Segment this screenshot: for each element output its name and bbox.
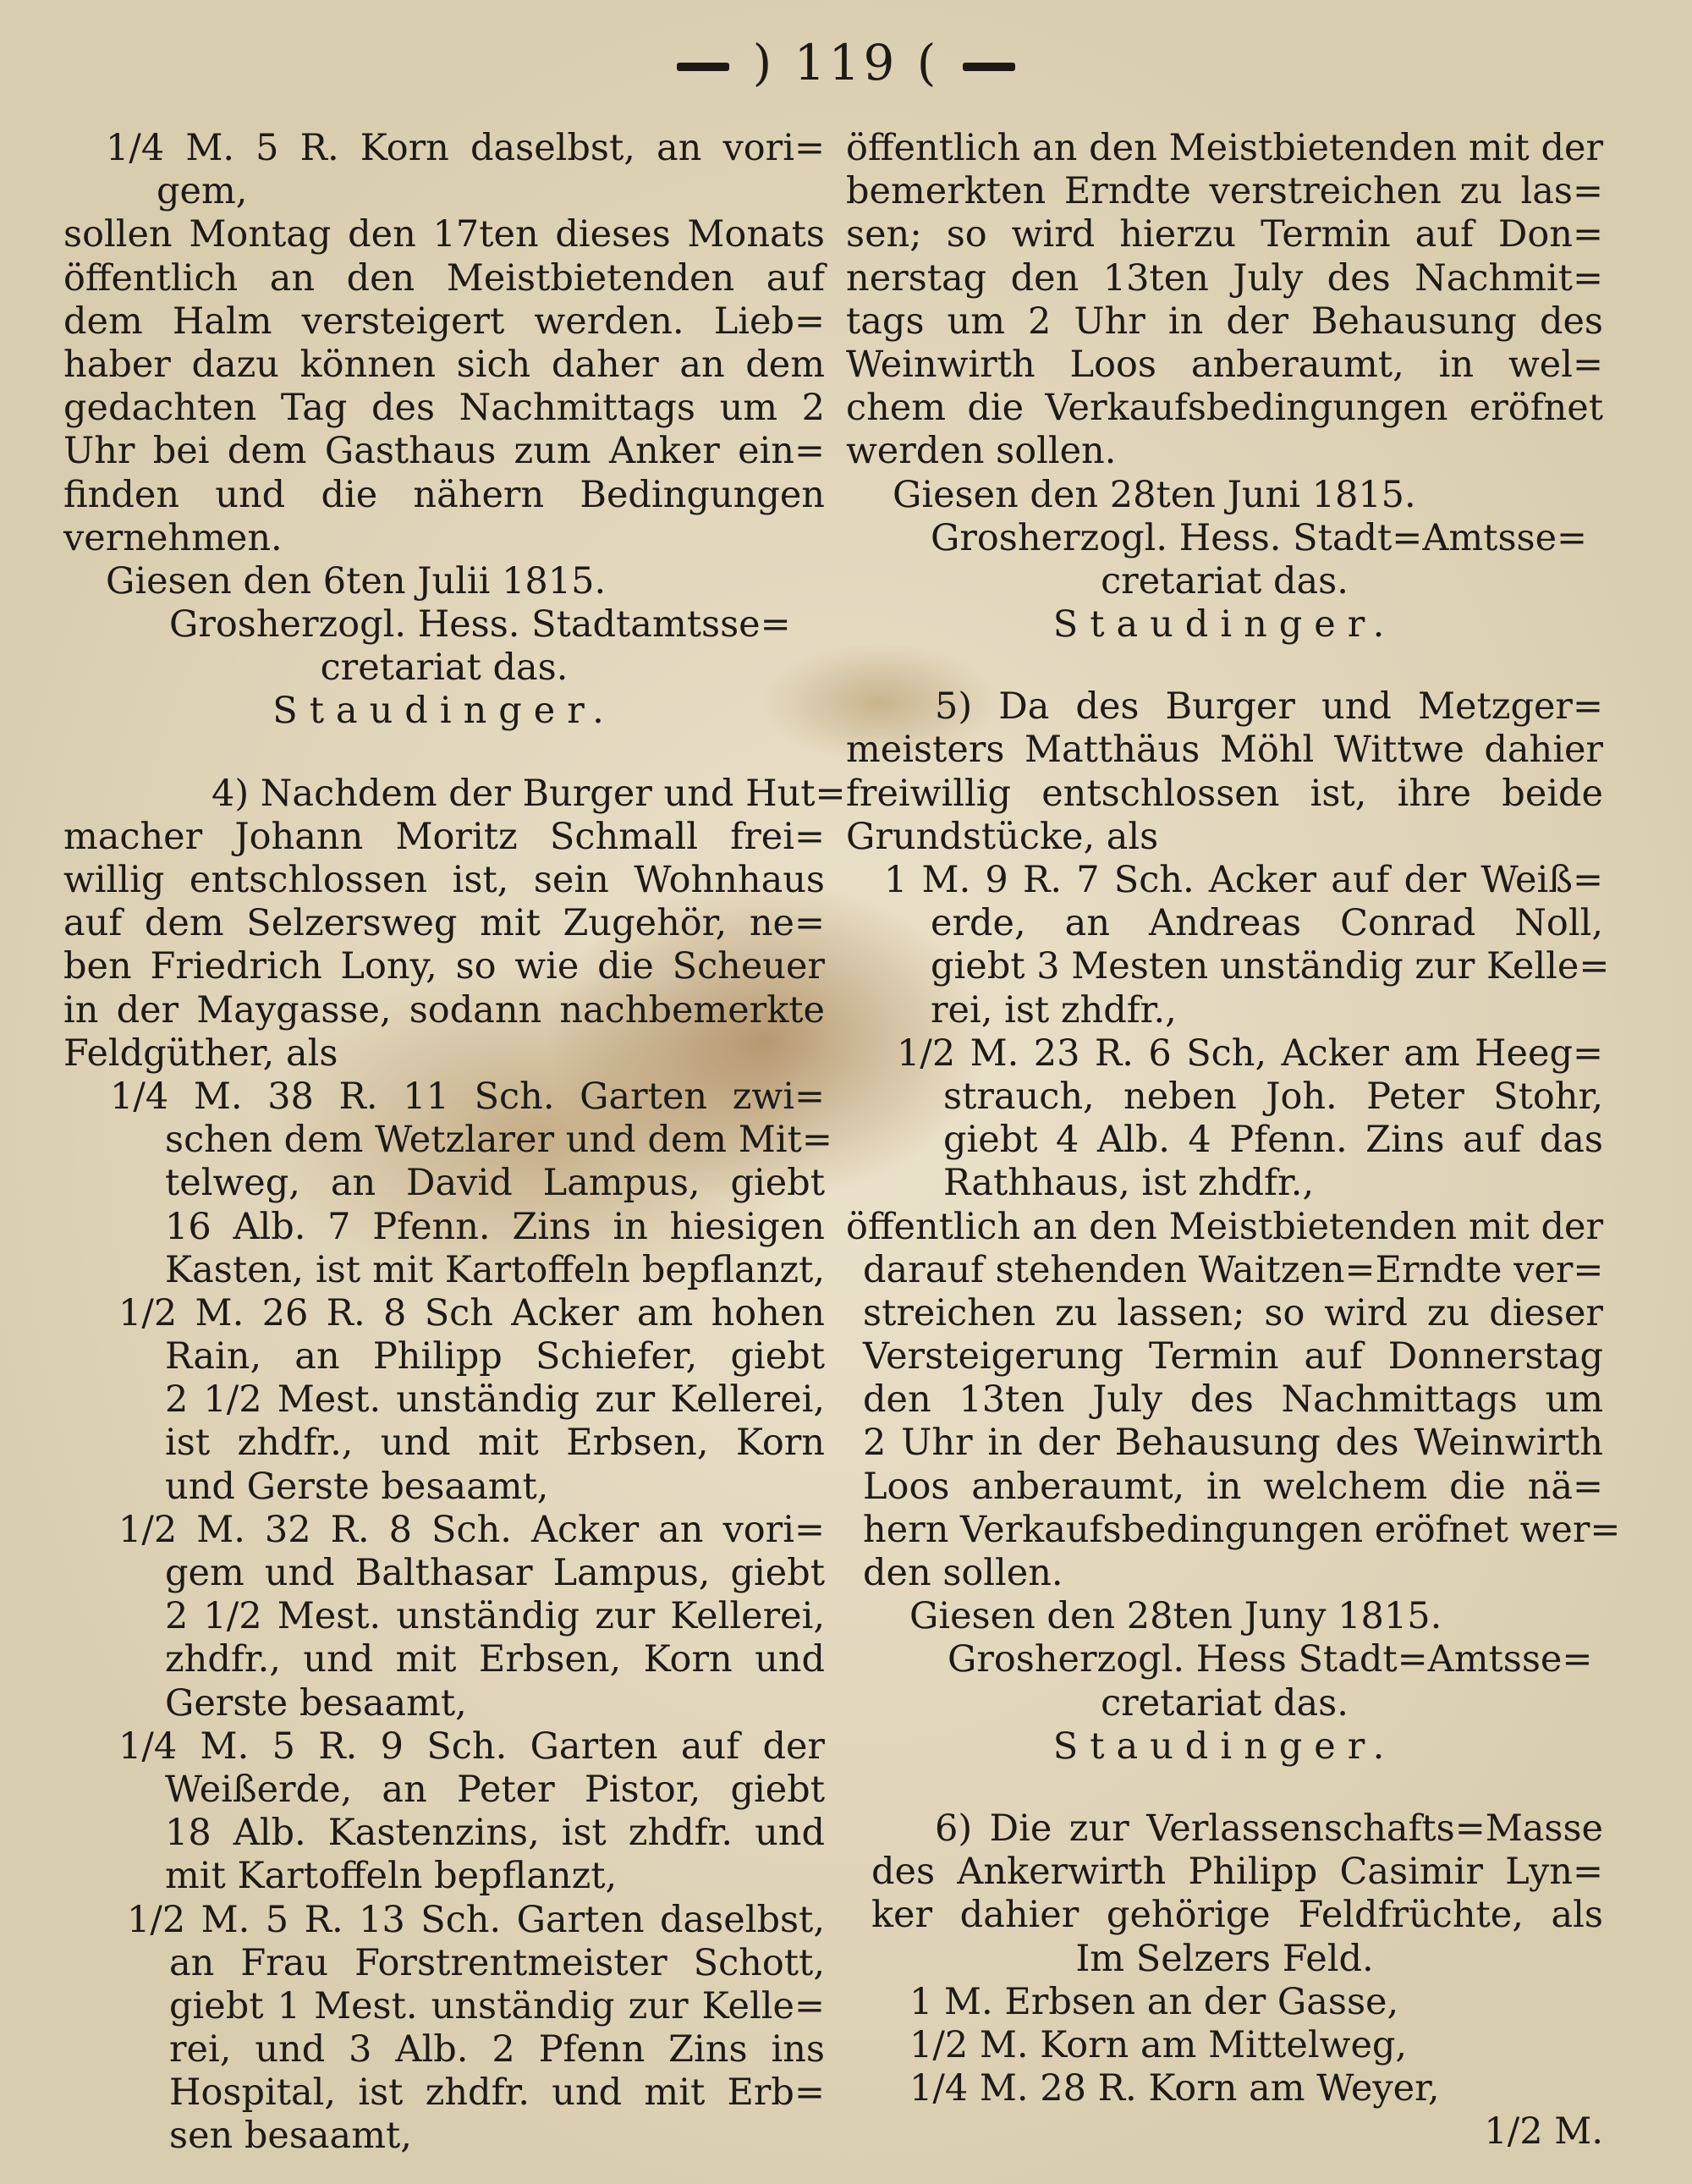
text-line: gem und Balthasar Lampus, giebt [165,1552,825,1594]
ornament-dash-right [963,63,1015,71]
page-header [0,34,1692,91]
text-line: Staudinger. [1052,603,1397,646]
text-line: Staudinger. [1052,1725,1397,1768]
text-line: Rain, an Philipp Schiefer, giebt [165,1335,825,1378]
text-line: bemerkten Erndte verstreichen zu las= [846,170,1603,213]
text-line: 2 1/2 Mest. unständig zur Kellerei, [165,1595,825,1638]
right-column [846,127,1621,2154]
text-line: Grosherzogl. Hess. Stadtamtsse= [169,603,791,646]
text-line: cretariat das. [320,646,569,690]
text-line: 1/4 M. 28 R. Korn am Weyer, [909,2067,1440,2110]
text-line: ist zhdfr., und mit Erbsen, Korn [165,1422,825,1465]
text-line: 2 1/2 Mest. unständig zur Kellerei, [165,1378,825,1422]
text-line: streichen zu lassen; so wird zu dieser [863,1291,1603,1334]
text-line: hern Verkaufsbedingungen eröfnet wer= [863,1508,1621,1551]
text-line: giebt 4 Alb. 4 Pfenn. Zins auf das [943,1119,1603,1162]
text-line: 1/4 M. 5 R. Korn daselbst, an vori= [106,127,825,169]
text-line: darauf stehenden Waitzen=Erndte ver= [863,1248,1604,1291]
text-line: den sollen. [863,1552,1063,1594]
text-line: zhdfr., und mit Erbsen, Korn und [165,1638,825,1681]
text-line: 16 Alb. 7 Pfenn. Zins in hiesigen [165,1205,825,1248]
text-line: ker dahier gehörige Feldfrüchte, als [871,1894,1603,1937]
text-line: 5) Da des Burger und Metzger= [935,685,1603,729]
text-line: auf dem Selzersweg mit Zugehör, ne= [63,902,825,945]
text-line: Grundstücke, als [846,815,1159,858]
text-line: Staudinger. [272,690,616,733]
left-column [63,127,846,2159]
text-line: mit Kartoffeln bepflanzt, [165,1855,618,1898]
text-line: rei, und 3 Alb. 2 Pfenn Zins ins [169,2028,825,2071]
text-line: Giesen den 28ten Juni 1815. [893,473,1416,516]
text-line: Giesen den 28ten Juny 1815. [909,1595,1442,1638]
text-line: in der Maygasse, sodann nachbemerkte [63,988,825,1031]
text-line: sen besaamt, [169,2115,412,2158]
text-line: Rathhaus, ist zhdfr., [943,1162,1315,1205]
text-line: Versteigerung Termin auf Donnerstag [863,1335,1603,1378]
text-line: 1/2 M. 26 R. 8 Sch Acker am hohen [118,1291,825,1334]
text-line: Grosherzogl. Hess. Stadt=Amtsse= [931,516,1588,559]
text-line: sen; so wird hierzu Termin auf Don= [846,213,1603,256]
text-line: 1/2 M. 5 R. 13 Sch. Garten daselbst, [127,1898,825,1941]
text-line: Weißerde, an Peter Pistor, giebt [165,1768,825,1811]
text-line: 6) Die zur Verlassenschafts=Masse [935,1807,1603,1850]
text-line: den 13ten July des Nachmittags um [863,1378,1603,1422]
text-line: öffentlich an den Meistbietenden mit der [846,127,1603,169]
text-line: dem Halm versteigert werden. Lieb= [63,300,825,343]
text-line: und Gerste besaamt, [165,1465,549,1508]
text-line: 1 M. 9 R. 7 Sch. Acker auf der Weiß= [884,859,1603,901]
text-line: 2 Uhr in der Behausung des Weinwirth [863,1422,1603,1465]
text-line: 1/4 M. 38 R. 11 Sch. Garten zwi= [110,1075,825,1118]
text-line: rei, ist zhdfr., [931,988,1177,1031]
paragraph-gap [63,734,825,773]
text-line: finden und die nähern Bedingungen [63,473,825,516]
text-line: haber dazu können sich daher an dem [63,343,825,386]
text-line: Grosherzogl. Hess Stadt=Amtsse= [948,1638,1593,1681]
text-line: Feldgüther, als [63,1031,338,1075]
text-line: werden sollen. [846,430,1117,473]
ornament-dash-left [677,63,729,71]
text-line: Kasten, ist mit Kartoffeln bepflanzt, [165,1248,825,1291]
text-line: des Ankerwirth Philipp Casimir Lyn= [871,1851,1603,1894]
text-line: Weinwirth Loos anberaumt, in wel= [846,343,1603,386]
text-line: gem, [157,170,248,213]
text-line: 18 Alb. Kastenzins, ist zhdfr. und [165,1812,825,1855]
text-line: cretariat das. [1101,1681,1349,1725]
text-line: 1/2 M. Korn am Mittelweg, [909,2023,1408,2066]
text-line: 4) Nachdem der Burger und Hut= [212,772,846,815]
text-line: cretariat das. [1101,559,1349,602]
paragraph-gap [846,646,1603,685]
text-line: 1 M. Erbsen an der Gasse, [909,1980,1399,2023]
text-line: öffentlich an den Meistbietenden auf [63,256,825,300]
text-line: 1/2 M. 23 R. 6 Sch, Acker am Heeg= [897,1031,1603,1075]
text-line: freiwillig entschlossen ist, ihre beide [846,772,1603,815]
text-line: schen dem Wetzlarer und dem Mit= [165,1119,832,1162]
text-line: an Frau Forstrentmeister Schott, [169,1941,825,1984]
text-line: macher Johann Moritz Schmall frei= [63,815,825,858]
text-line: 1/2 M. [1484,2110,1603,2154]
text-line: giebt 1 Mest. unständig zur Kelle= [169,1984,825,2027]
text-line: meisters Matthäus Möhl Wittwe dahier [846,729,1603,772]
text-line: telweg, an David Lampus, giebt [165,1162,825,1205]
text-line: öffentlich an den Meistbietenden mit der [846,1205,1603,1248]
text-line: Gerste besaamt, [165,1681,467,1725]
text-line: Hospital, ist zhdfr. und mit Erb= [169,2071,825,2115]
text-line: giebt 3 Mesten unständig zur Kelle= [931,945,1610,988]
paragraph-gap [846,1769,1603,1807]
text-line: gedachten Tag des Nachmittags um 2 [63,387,825,430]
text-line: Loos anberaumt, in welchem die nä= [863,1465,1603,1508]
text-line: nerstag den 13ten July des Nachmit= [846,256,1603,300]
text-line: Im Selzers Feld. [1075,1937,1374,1980]
text-line: strauch, neben Joh. Peter Stohr, [943,1075,1603,1118]
text-line: 1/4 M. 5 R. 9 Sch. Garten auf der [118,1725,825,1768]
text-line: 1/2 M. 32 R. 8 Sch. Acker an vori= [118,1508,825,1551]
text-line: tags um 2 Uhr in der Behausung des [846,300,1603,343]
text-line: ben Friedrich Lony, so wie die Scheuer [63,945,825,988]
text-line: Giesen den 6ten Julii 1815. [106,559,607,602]
text-line: willig entschlossen ist, sein Wohnhaus [63,859,825,901]
text-line: sollen Montag den 17ten dieses Monats [63,213,825,256]
text-line: erde, an Andreas Conrad Noll, [931,902,1603,945]
text-line: Uhr bei dem Gasthaus zum Anker ein= [63,430,825,473]
text-line: vernehmen. [63,516,283,559]
text-line: chem die Verkaufsbedingungen eröfnet [846,387,1603,430]
page-number: ) 119 ( [752,34,940,91]
